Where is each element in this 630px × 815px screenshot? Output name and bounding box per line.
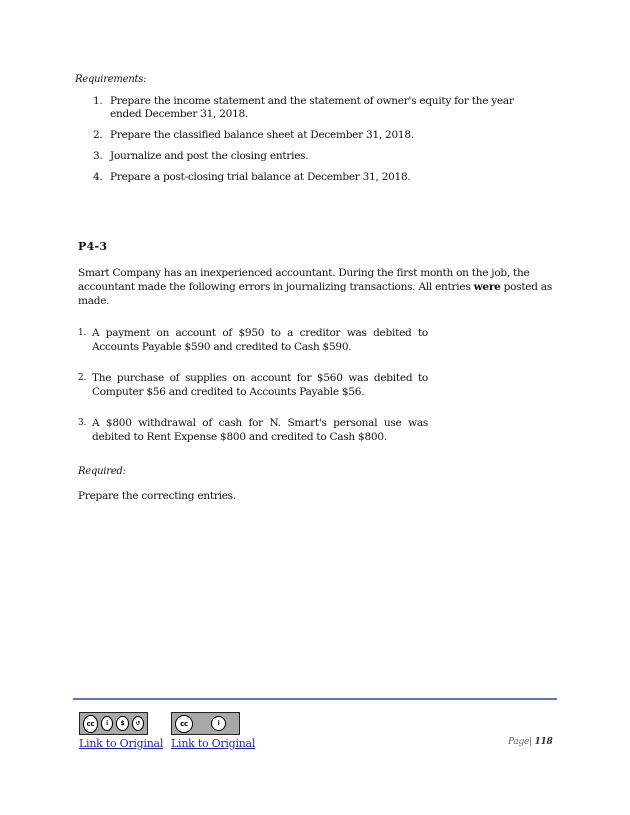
by-icon: i: [101, 716, 113, 731]
item-number: 2.: [78, 373, 87, 383]
item-text: The purchase of supplies on account for $560 was debited to Computer $56 and credited to Accounts Payable $56.: [92, 372, 428, 398]
item-text: A payment on account of $950 to a creditor was debited to Accounts Payable $590 and credited to Cash $590.: [92, 327, 428, 353]
list-item: [93, 95, 543, 121]
problem-intro: [78, 266, 560, 308]
page-number: [508, 737, 553, 747]
intro-text-end: posted as made.: [78, 281, 552, 307]
requirements-heading: Requirements:: [75, 74, 147, 85]
list-item: [93, 129, 543, 142]
required-text: Prepare the correcting entries.: [78, 490, 236, 502]
link-to-original-1[interactable]: Link to Original: [79, 737, 164, 750]
cc-icon: cc: [83, 715, 98, 733]
item-number: 4.: [93, 171, 103, 183]
cc-icon: cc: [175, 715, 193, 733]
item-text: Prepare a post-closing trial balance at December 31, 2018.: [110, 171, 411, 183]
page-label: Page: [508, 737, 530, 747]
page-separator: |: [529, 737, 532, 747]
item-text: Prepare the income statement and the statement of owner's equity for the year ended December 31, 2018.: [110, 95, 514, 120]
required-heading: Required:: [78, 466, 126, 477]
item-number: 2.: [93, 129, 103, 141]
item-number: 1.: [93, 95, 103, 107]
footer-rule: [73, 698, 557, 700]
license-badge-by[interactable]: [171, 712, 240, 735]
list-item: [93, 171, 543, 184]
license-badge-by-nc-sa[interactable]: [79, 712, 148, 735]
item-text: Prepare the classified balance sheet at December 31, 2018.: [110, 129, 414, 141]
link-to-original-2[interactable]: Link to Original: [171, 737, 256, 750]
item-text: A $800 withdrawal of cash for N. Smart's personal use was debited to Rent Expense $800 and credited to Cash $800.: [92, 417, 428, 443]
list-item: [78, 326, 428, 354]
requirements-list: [93, 95, 543, 192]
item-number: 3.: [78, 418, 87, 428]
errors-list: [78, 326, 428, 461]
item-text: Journalize and post the closing entries.: [110, 150, 309, 162]
list-item: [78, 371, 428, 399]
list-item: [93, 150, 543, 163]
sa-icon: ↺: [132, 716, 144, 731]
intro-bold-text: were: [473, 281, 501, 293]
page-number-value: 118: [534, 737, 553, 747]
list-item: [78, 416, 428, 444]
nc-icon: $: [116, 716, 128, 731]
item-number: 1.: [78, 328, 87, 338]
problem-title: P4-3: [78, 240, 108, 253]
intro-text: Smart Company has an inexperienced accountant. During the first month on the job, the accountant made the following errors in journalizing transactions. All entries: [78, 267, 530, 293]
item-number: 3.: [93, 150, 103, 162]
by-icon: i: [211, 716, 226, 731]
